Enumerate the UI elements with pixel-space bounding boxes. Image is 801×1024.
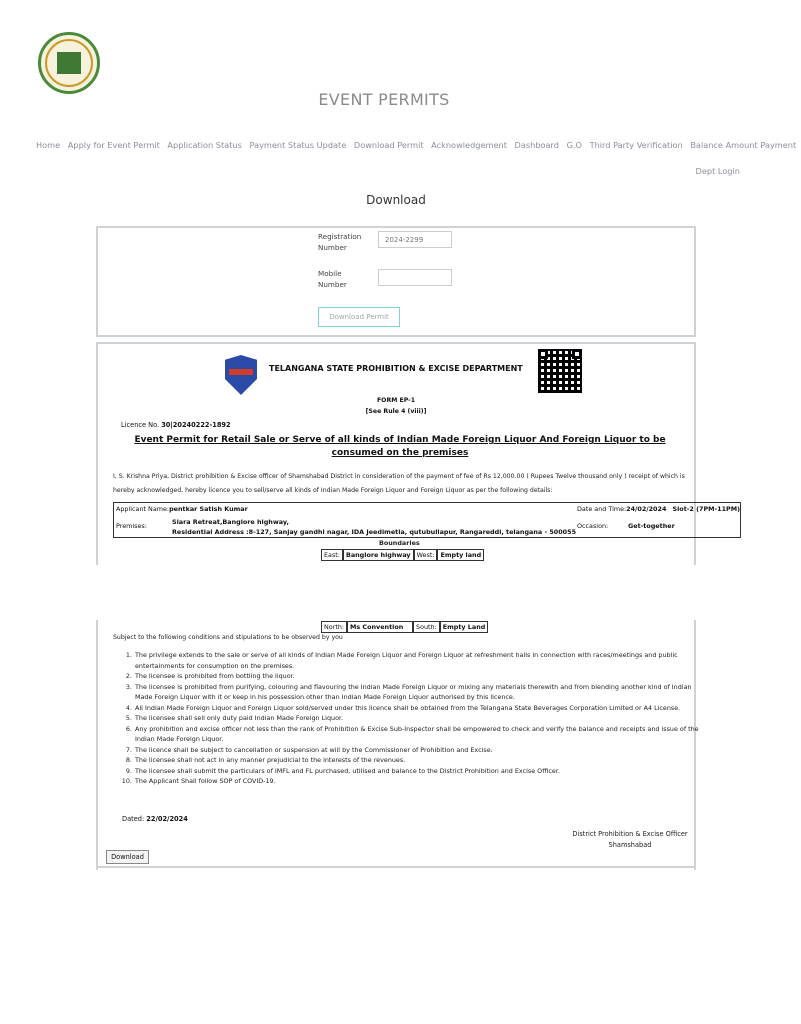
qr-code	[538, 349, 582, 393]
mobile-number-input[interactable]	[378, 269, 452, 286]
nav-third-party-verification[interactable]: Third Party Verification	[589, 140, 683, 150]
north-label: North:	[321, 621, 347, 633]
registration-number-label: Registration Number	[318, 232, 362, 252]
page-title: EVENT PERMITS	[318, 90, 450, 109]
applicant-row: Applicant Name:pentkar Satish Kumar	[116, 505, 248, 513]
condition-item: 8. The licensee shall not act in any manner prejudicial to the interests of the revenues.	[134, 755, 709, 766]
download-button[interactable]: Download	[106, 850, 149, 864]
permit-intro: I, S. Krishna Priya, District prohibition & Excise officer of Shamshabad District in consideration of the payment of fee of Rs 12,000.00 ( Rupees Twelve thousand only ) receipt of which is hereby acknowledged, hereby licence you to sell/serve all kinds of Indian Made Foreign Liquor and Foreign Liquor as per the following details:	[113, 473, 685, 494]
nav-application-status[interactable]: Application Status	[167, 140, 242, 150]
occasion-value: Get-together	[628, 522, 675, 530]
nav-acknowledgement[interactable]: Acknowledgement	[431, 140, 507, 150]
condition-item: 9. The licensee shall submit the particulars of IMFL and FL purchased, utilised and balance to the District Prohibition and Excise Officer.	[134, 766, 709, 777]
occasion-label: Occasion:	[577, 522, 609, 530]
condition-item: 6. Any prohibition and excise officer not less than the rank of Prohibition & Excise Sub-Inspector shall be empowered to check and verify the balance and receipts and issue of the Indian Made Foreign Liquor.	[134, 724, 709, 745]
condition-item: 4. All Indian Made Foreign Liquor and Foreign Liquor sold/served under this licence shall be obtained from the Telangana State Beverages Corporation Limited or A4 License.	[134, 703, 709, 714]
main-nav	[36, 140, 801, 150]
registration-number-input[interactable]	[378, 231, 452, 248]
premises-label: Premises:	[116, 522, 147, 530]
south-value: Empty Land	[440, 621, 489, 633]
boundaries-label: Boundaries	[379, 539, 420, 547]
conditions-list	[113, 650, 709, 787]
nav-home[interactable]: Home	[36, 140, 61, 150]
boundaries-east-west	[321, 549, 484, 561]
page-break-gap	[94, 565, 698, 620]
condition-item: 10. The Applicant Shall follow SOP of COVID-19.	[134, 776, 709, 787]
condition-item: 1. The privilege extends to the sale or serve of all kinds of Indian Made Foreign Liquor and Foreign Liquor at refreshment halls in connection with races/meetings and public entertainments for consumption on the premises.	[134, 650, 709, 671]
premises-address: Siara Retreat,Banglore highway, Residential Address :8-127, Sanjay gandhi nagar, IDA Jeedimetla, qutubullapur, Rangareddi, telangana - 500055	[172, 518, 577, 536]
nav-go[interactable]: G.O	[566, 140, 582, 150]
department-name: TELANGANA STATE PROHIBITION & EXCISE DEPARTMENT	[269, 364, 523, 373]
download-permit-button[interactable]: Download Permit	[318, 307, 400, 327]
east-label: East:	[321, 549, 343, 561]
nav-download-permit[interactable]: Download Permit	[353, 140, 424, 150]
north-value: Ms Convention	[347, 621, 413, 633]
mobile-number-label: Mobile Number	[318, 269, 347, 289]
nav-dashboard[interactable]: Dashboard	[514, 140, 559, 150]
nav-apply-event-permit[interactable]: Apply for Event Permit	[67, 140, 160, 150]
form-number: FORM EP-1	[376, 397, 416, 404]
download-heading: Download	[366, 193, 426, 207]
conditions-intro: Subject to the following conditions and stipulations to be observed by you	[113, 634, 343, 641]
permit-title: Event Permit for Retail Sale or Serve of all kinds of Indian Made Foreign Liquor And Foreign Liquor to be consumed on the premises	[134, 435, 666, 458]
telangana-government-emblem	[38, 32, 100, 94]
condition-item: 5. The licensee shall sell only duty paid Indian Made Foreign Liquor.	[134, 713, 709, 724]
form-rule: [See Rule 4 (viii)]	[365, 408, 427, 415]
permit-details-table	[113, 502, 741, 538]
signatory: District Prohibition & Excise Officer Shamshabad	[572, 830, 688, 849]
east-value: Banglore highway	[343, 549, 414, 561]
condition-item: 7. The licence shall be subject to cancellation or suspension at will by the Commissioner of Prohibition and Excise.	[134, 745, 709, 756]
dated: Dated: 22/02/2024	[122, 815, 188, 823]
boundaries-north-south	[321, 621, 488, 633]
south-label: South:	[413, 621, 440, 633]
west-value: Empty land	[437, 549, 484, 561]
condition-item: 2. The licensee is prohibited from bottling the liquor.	[134, 671, 709, 682]
west-label: West:	[414, 549, 438, 561]
nav-payment-status-update[interactable]: Payment Status Update	[249, 140, 347, 150]
condition-item: 3. The licensee is prohibited from purifying, colouring and flavouring the Indian Made Foreign Liquor or mixing any materials therewith and from blending another kind of Indian Made Foreign Liquor with it or keep in his possession other than Indian Made Foreign Liquor authorised by this licence.	[134, 682, 709, 703]
nav-balance-amount-payment[interactable]: Balance Amount Payment	[690, 140, 797, 150]
dept-login-link[interactable]: Dept Login	[695, 166, 740, 176]
licence-number: Licence No. 30|20240222-1892	[121, 421, 231, 429]
date-time: Date and Time:24/02/2024 Slot-2 (7PM-11PM)	[577, 505, 740, 513]
